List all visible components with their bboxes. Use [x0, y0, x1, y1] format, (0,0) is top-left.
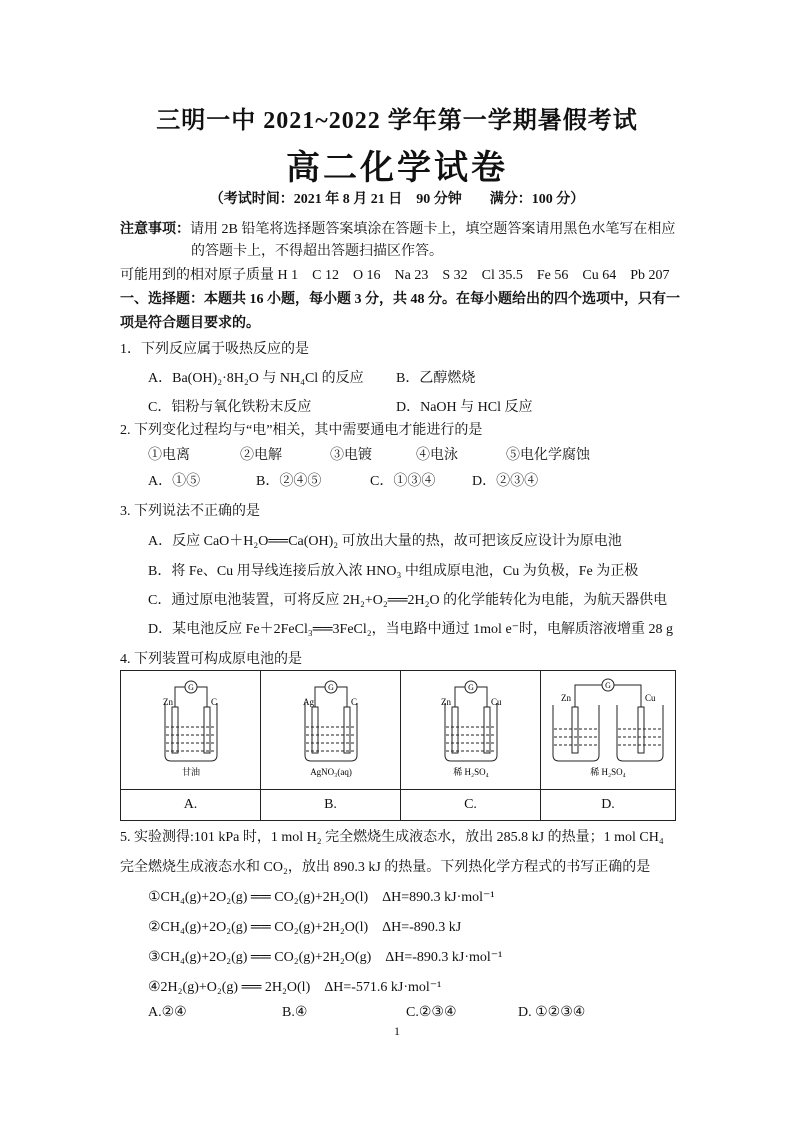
- q5-option-d: D. ①②③④: [518, 1005, 586, 1020]
- notice-line2: 的答题卡上，不得超出答题扫描区作答。: [191, 244, 443, 259]
- q3-option-d: D．某电池反应 Fe＋2FeCl₃══3FeCl₂，当电路中通过 1mol e⁻时，电解质溶液增重 28 g: [148, 622, 674, 637]
- svg-text:G: G: [605, 680, 611, 690]
- cell-diagram-a: [141, 673, 241, 783]
- cell-diagram-b: [281, 673, 381, 783]
- q4-figure-a: [121, 671, 261, 790]
- q2-option-c: C．①③④: [370, 474, 436, 489]
- exam-subtitle: 高二化学试卷: [286, 150, 508, 187]
- q3-option-c: C．通过原电池装置，可将反应 2H₂+O₂══2H₂O 的化学能转化为电能，为航天器供电: [148, 593, 668, 608]
- q2-item-2: ②电解: [240, 448, 282, 463]
- q4-figure-b: [261, 671, 401, 790]
- q2-option-a: A．①⑤: [148, 474, 201, 489]
- q4-apparatus-table: [120, 670, 676, 821]
- svg-text:稀 H₂SO₄: 稀 H₂SO₄: [590, 766, 626, 777]
- svg-text:G: G: [327, 682, 334, 692]
- q2-item-4: ④电泳: [416, 448, 458, 463]
- q2-item-5: ⑤电化学腐蚀: [506, 448, 590, 463]
- cell-diagram-d: [543, 673, 673, 783]
- svg-text:Zn: Zn: [162, 696, 173, 707]
- q4-figure-d: [541, 671, 676, 790]
- q1-option-c: C．铝粉与氧化铁粉末反应: [148, 400, 312, 415]
- q3-option-b: B．将 Fe、Cu 用导线连接后放入浓 HNO₃ 中组成原电池，Cu 为负极，Fe 为正极: [148, 564, 639, 579]
- section1-line1: 一、选择题：本题共 16 小题，每小题 3 分，共 48 分。在每小题给出的四个选项中，只有一: [120, 292, 680, 307]
- q1-option-b: B．乙醇燃烧: [396, 371, 476, 386]
- q1-option-a: A．Ba(OH)₂·8H₂O 与 NH₄Cl 的反应: [148, 371, 364, 386]
- q2-option-b: B．②④⑤: [256, 474, 322, 489]
- q2-item-1: ①电离: [148, 448, 190, 463]
- q5-option-a: A.②④: [148, 1005, 187, 1020]
- svg-text:Zn: Zn: [440, 696, 451, 707]
- q4-stem: 4. 下列装置可构成原电池的是: [120, 652, 302, 667]
- notice-line1: [120, 218, 675, 238]
- atomic-masses: 可能用到的相对原子质量 H 1 C 12 O 16 Na 23 S 32 Cl 35.5 Fe 56 Cu 64 Pb 207: [120, 268, 670, 283]
- svg-text:甘油: 甘油: [181, 766, 200, 777]
- q4-label-b: B.: [261, 790, 401, 821]
- svg-text:Ag: Ag: [302, 696, 314, 707]
- q3-stem: 3. 下列说法不正确的是: [120, 504, 260, 519]
- svg-text:C: C: [210, 696, 217, 707]
- q1-stem: 1．下列反应属于吸热反应的是: [120, 342, 309, 357]
- q4-figure-c: [401, 671, 541, 790]
- q2-stem: 2. 下列变化过程均与“电”相关，其中需要通电才能进行的是: [120, 423, 483, 438]
- q1-option-d: D．NaOH 与 HCl 反应: [396, 400, 533, 415]
- q3-option-a: A．反应 CaO＋H₂O══Ca(OH)₂ 可放出大量的热，故可把该反应设计为原电池: [148, 534, 622, 549]
- page-number: 1: [394, 1024, 400, 1038]
- q4-label-a: A.: [121, 790, 261, 821]
- svg-text:Zn: Zn: [561, 692, 571, 703]
- svg-text:AgNO₃(aq): AgNO₃(aq): [309, 766, 352, 777]
- svg-text:Cu: Cu: [645, 692, 656, 703]
- q5-equation-2: ②CH₄(g)+2O₂(g) ══ CO₂(g)+2H₂O(l) ΔH=-890.3 kJ: [148, 920, 462, 935]
- section1-line2: 项是符合题目要求的。: [120, 316, 260, 331]
- exam-title: 三明一中 2021~2022 学年第一学期暑假考试: [156, 108, 638, 134]
- svg-text:G: G: [467, 682, 474, 692]
- notice-label: 注意事项：: [120, 222, 190, 237]
- svg-text:Cu: Cu: [490, 696, 502, 707]
- q2-option-d: D．②③④: [472, 474, 539, 489]
- q2-item-3: ③电镀: [330, 448, 372, 463]
- svg-text:稀 H₂SO₄: 稀 H₂SO₄: [452, 766, 489, 777]
- q5-line2: 完全燃烧生成液态水和 CO₂，放出 890.3 kJ 的热量。下列热化学方程式的书写正确的是: [120, 860, 651, 875]
- cell-diagram-c: [421, 673, 521, 783]
- q5-equation-4: ④2H₂(g)+O₂(g) ══ 2H₂O(l) ΔH=-571.6 kJ·mol⁻¹: [148, 980, 442, 995]
- q5-equation-3: ③CH₄(g)+2O₂(g) ══ CO₂(g)+2H₂O(g) ΔH=-890.3 kJ·mol⁻¹: [148, 950, 503, 965]
- q4-label-c: C.: [401, 790, 541, 821]
- q5-option-c: C.②③④: [406, 1005, 457, 1020]
- svg-text:C: C: [350, 696, 357, 707]
- q5-equation-1: ①CH₄(g)+2O₂(g) ══ CO₂(g)+2H₂O(l) ΔH=890.3 kJ·mol⁻¹: [148, 890, 495, 905]
- exam-info: （考试时间：2021 年 8 月 21 日 90 分钟 满分：100 分）: [209, 192, 585, 207]
- q4-label-d: D.: [541, 790, 676, 821]
- q5-line1: 5. 实验测得:101 kPa 时，1 mol H₂ 完全燃烧生成液态水，放出 285.8 kJ 的热量；1 mol CH₄: [120, 830, 664, 845]
- svg-text:G: G: [187, 682, 194, 692]
- q5-option-b: B.④: [282, 1005, 308, 1020]
- notice-text1: 请用 2B 铅笔将选择题答案填涂在答题卡上，填空题答案请用黑色水笔写在相应: [190, 222, 676, 237]
